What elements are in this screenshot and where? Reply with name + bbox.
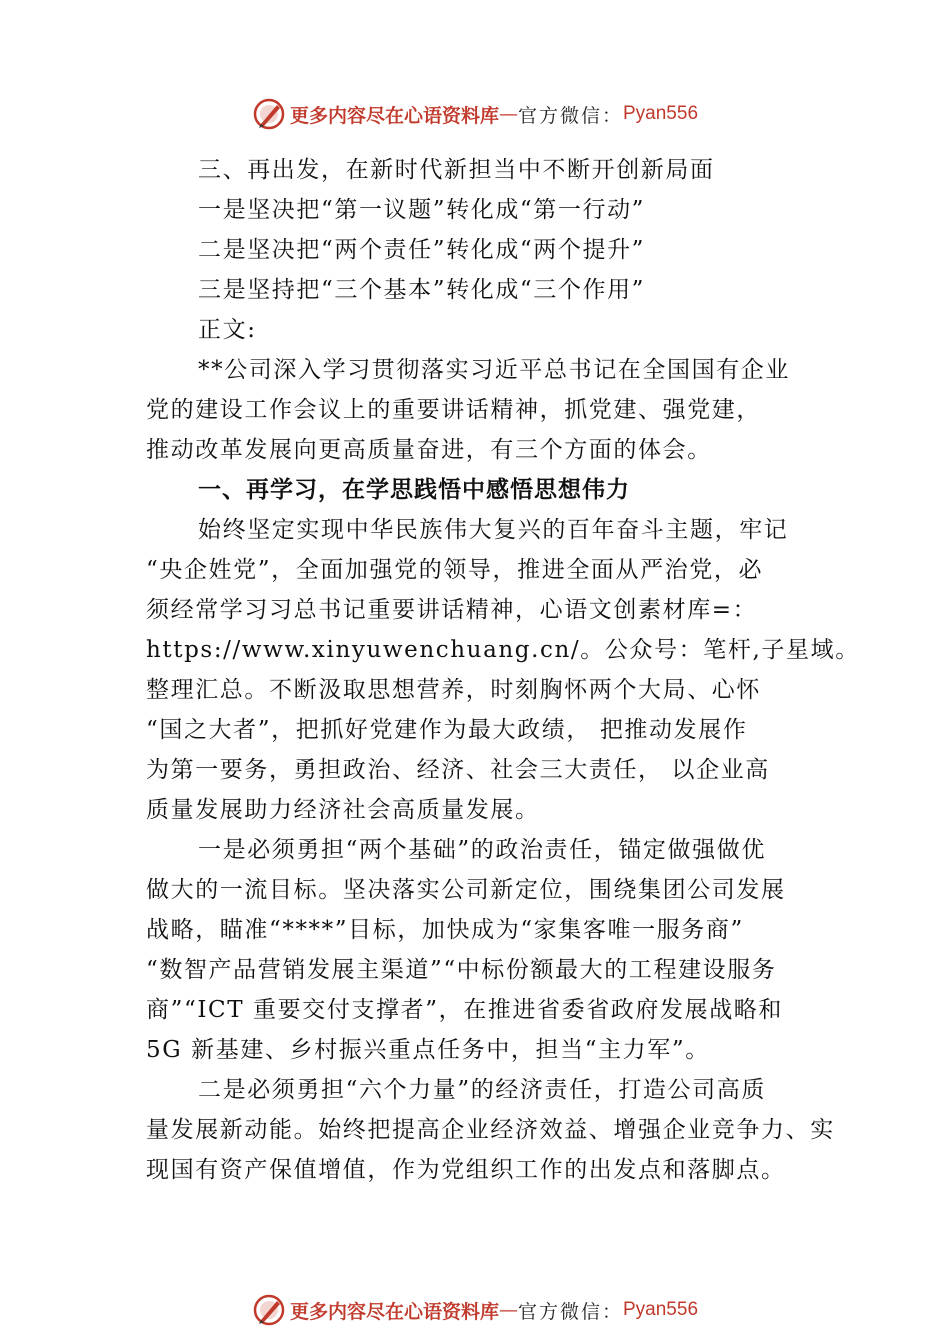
footer-banner [0,1290,950,1330]
outline-line: 三、再出发，在新时代新担当中不断开创新局面 [198,157,715,183]
intro-line: **公司深入学习贯彻落实习近平总书记在全国国有企业 [198,357,790,383]
paragraph-line: 整理汇总。不断汲取思想营养，时刻胸怀两个大局、心怀 [146,677,761,703]
paragraph-line: 5G 新基建、乡村振兴重点任务中，担当“主力军”。 [146,1037,710,1063]
banner-separator: — [498,103,518,125]
paragraph-line: 现国有资产保值增值，作为党组织工作的出发点和落脚点。 [146,1157,786,1183]
outline-line: 三是坚持把“三个基本”转化成“三个作用” [198,277,646,303]
banner-wechat-label: 官方微信： [517,1300,623,1323]
paragraph-line: “数智产品营销发展主渠道”“中标份额最大的工程建设服务 [146,957,777,983]
pen-logo-icon [252,97,286,131]
banner-separator: — [498,1299,518,1321]
banner-wechat-id: Pyan556 [623,1299,699,1320]
paragraph-line: 一是必须勇担“两个基础”的政治责任，锚定做强做优 [198,837,766,863]
paragraph-line: 战略，瞄准“****”目标，加快成为“家集客唯一服务商” [146,917,744,943]
banner-site-name: 更多内容尽在心语资料库 [289,104,499,127]
paragraph-line: 须经常学习习总书记重要讲话精神，心语文创素材库=： [146,597,758,623]
intro-line: 推动改革发展向更高质量奋进，有三个方面的体会。 [146,437,712,463]
paragraph-line: https://www.xinyuwenchuang.cn/。公众号：笔杆,子星域。 [146,637,860,663]
outline-line: 一是坚决把“第一议题”转化成“第一行动” [198,197,646,223]
paragraph-line: “国之大者”，把抓好党建作为最大政绩， 把推动发展作 [146,717,748,743]
intro-line: 党的建设工作会议上的重要讲话精神，抓党建、强党建， [146,397,761,423]
section-heading: 一、再学习，在学思践悟中感悟思想伟力 [198,477,630,503]
paragraph-line: 量发展新动能。始终把提高企业经济效益、增强企业竞争力、实 [146,1117,835,1143]
paragraph-line: 商”“ICT 重要交付支撑者”，在推进省委省政府发展战略和 [146,997,784,1023]
paragraph-line: “央企姓党”，全面加强党的领导，推进全面从严治党，必 [146,557,764,583]
pen-logo-icon [252,1293,286,1327]
banner-wechat-label: 官方微信： [517,104,623,127]
header-banner [0,94,950,134]
outline-line: 二是坚决把“两个责任”转化成“两个提升” [198,237,646,263]
body-label: 正文: [198,317,257,343]
paragraph-line: 始终坚定实现中华民族伟大复兴的百年奋斗主题，牢记 [198,517,789,543]
paragraph-line: 质量发展助力经济社会高质量发展。 [146,797,540,823]
paragraph-line: 做大的一流目标。坚决落实公司新定位，围绕集团公司发展 [146,877,786,903]
paragraph-line: 为第一要务，勇担政治、经济、社会三大责任， 以企业高 [146,757,770,783]
banner-wechat-id: Pyan556 [623,103,699,124]
document-body [146,150,860,1190]
paragraph-line: 二是必须勇担“六个力量”的经济责任，打造公司高质 [198,1077,766,1103]
banner-site-name: 更多内容尽在心语资料库 [289,1300,499,1323]
